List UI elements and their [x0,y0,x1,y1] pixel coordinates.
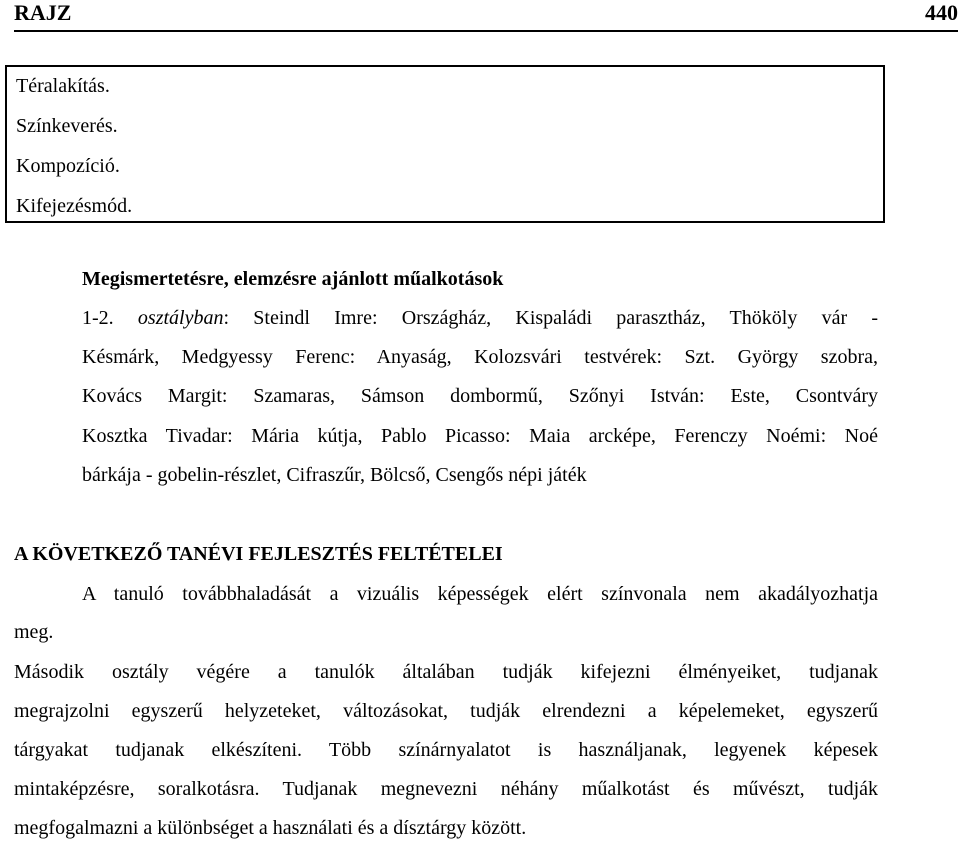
class-label: osztályban [137,307,224,329]
artworks-heading: Megismertetésre, elemzésre ajánlott műalkotások [82,268,504,290]
artworks-line: Kovács Margit: Szamaras, Sámson dombormű, Szőnyi István: Este, Csontváry [82,385,878,407]
topic-item: Kifejezésmód. [16,195,133,217]
topic-item: Téralakítás. [16,75,110,97]
paragraph-line: Második osztály végére a tanulók általában tudják kifejezni élményeiket, tudjanak [14,661,878,683]
page-number: 440 [925,0,958,25]
artworks-line-rest: : Steindl Imre: Országház, Kispaládi parasztház, Thököly vár - [223,307,879,329]
topics-box [5,65,885,223]
artworks-line: bárkája - gobelin-részlet, Cifraszűr, Bölcső, Csengős népi játék [82,464,587,486]
subject-title: RAJZ [14,0,72,25]
grade-range: 1-2. [82,307,114,329]
topic-item: Színkeverés. [16,115,118,137]
development-heading: A KÖVETKEZŐ TANÉVI FEJLESZTÉS FELTÉTELEI [14,543,503,565]
artworks-line: Kosztka Tivadar: Mária kútja, Pablo Picasso: Maia arcképe, Ferenczy Noémi: Noé [82,425,878,447]
topic-item: Kompozíció. [16,155,120,177]
paragraph-line: megfogalmazni a különbséget a használati és a dísztárgy között. [14,817,527,839]
paragraph-line: mintaképzésre, soralkotásra. Tudjanak megnevezni néhány műalkotást és művészt, tudják [14,778,878,800]
paragraph-line: tárgyakat tudjanak elkészíteni. Több színárnyalatot is használjanak, legyenek képesek [14,739,878,761]
artworks-line [82,306,878,330]
paragraph-line: meg. [14,621,54,643]
page-header [14,0,958,32]
artworks-line: Késmárk, Medgyessy Ferenc: Anyaság, Kolozsvári testvérek: Szt. György szobra, [82,346,878,368]
paragraph-line: A tanuló továbbhaladását a vizuális képességek elért színvonala nem akadályozhatja [82,583,878,605]
paragraph-line: megrajzolni egyszerű helyzeteket, változásokat, tudják elrendezni a képelemeket, egyszerű [14,700,878,722]
